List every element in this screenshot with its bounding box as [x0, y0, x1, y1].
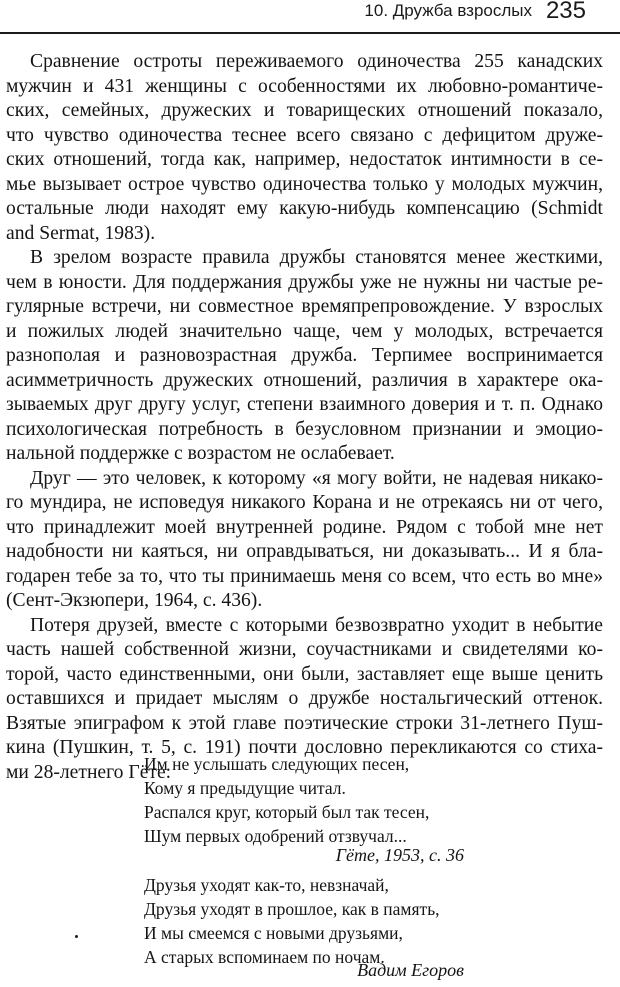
poem-line: Друзья уходят в прошлое, как в память, [144, 899, 440, 919]
text-line: Взятые эпиграфом к этой главе поэтические строки 31-летнего Пуш- [6, 712, 603, 734]
text-line: асимметричность дружеских отношений, различия в характере ока- [6, 369, 603, 391]
poem-line: Им не услышать следующих песен, [144, 754, 410, 774]
text-line: годарен тебе за то, что ты принимаешь меня со всем, что есть во мне» [6, 565, 603, 587]
header-rule [0, 32, 620, 34]
text-line: Сравнение остроты переживаемого одиночества 255 канадских [30, 51, 603, 72]
stray-mark [75, 935, 78, 938]
text-line: нальной поддержке с возрастом не ослабевает. [6, 443, 395, 464]
poem-attribution: Гёте, 1953, с. 36 [335, 845, 464, 865]
text-line: гулярные встречи, ни совместное времяпрепровождение. У взрослых [6, 296, 603, 317]
text-line: кина (Пушкин, т. 5, с. 191) почти дословно перекликаются со стиха- [6, 737, 603, 758]
poem-line: А старых вспоминаем по ночам. [144, 947, 385, 967]
text-line: психологическая потребность в безусловном признании и эмоцио- [6, 418, 603, 440]
text-line: оставшихся и придает мыслям о дружбе ностальгический оттенок. [6, 688, 603, 709]
poem-line: Шум первых одобрений отзвучал... [144, 826, 407, 846]
text-line: что принадлежит моей внутренней родине. Рядом с тобой мне нет [6, 516, 603, 538]
paragraph [6, 246, 603, 467]
poem-line: Друзья уходят как-то, невзначай, [144, 875, 389, 895]
poem-line: Распался круг, который был так тесен, [144, 802, 430, 822]
paragraph [6, 50, 603, 246]
text-line: ских отношений, тогда как, например, недостаток интимности в се- [6, 149, 603, 170]
text-line: разнополая и разновозрастная дружба. Терпимее воспринимается [6, 345, 603, 366]
text-line: ми 28-летнего Гёте: [6, 761, 172, 783]
text-line: (Сент-Экзюпери, 1964, с. 436). [6, 590, 263, 611]
text-line: часть нашей собственной жизни, соучастниками и свидетелями ко- [6, 639, 603, 660]
text-line: и пожилых людей значительно чаще, чем у молодых, встречается [6, 320, 603, 342]
text-line: ских, семейных, дружеских и товарищеских отношений показало, [6, 100, 603, 121]
poem-attribution: Вадим Егоров [357, 960, 464, 980]
poem-goethe [144, 752, 474, 848]
paragraph [6, 467, 603, 614]
text-line: мье вызывает острое чувство одиночества только у молодых мужчин, [6, 173, 603, 195]
poem-line: И мы смеемся с новыми друзьями, [144, 923, 403, 943]
body-text [6, 50, 603, 785]
text-line: зываемых друг другу услуг, степени взаимного доверия и т. п. Однако [6, 394, 603, 415]
poem-line: Кому я предыдущие читал. [144, 778, 346, 798]
text-line: что чувство одиночества теснее всего связано с дефицитом друже- [6, 124, 603, 146]
running-head: 10. Дружба взрослых [364, 1, 532, 20]
text-line: надобности ни каяться, ни оправдываться, ни доказывать... И я бла- [6, 541, 603, 562]
text-line: Друг — это человек, к которому «я могу войти, не надевая никако- [30, 467, 603, 489]
page-number: 235 [545, 0, 586, 24]
text-line: and Sermat, 1983). [6, 222, 156, 244]
text-line: Потеря друзей, вместе с которыми безвозвратно уходит в небытие [30, 614, 603, 636]
text-line: мужчин и 431 женщины с особенностями их любовно-романтиче- [6, 75, 603, 97]
text-line: остальные люди находят ему какую-нибудь компенсацию (Schmidt [6, 198, 603, 219]
text-line: В зрелом возрасте правила дружбы становятся менее жесткими, [30, 247, 603, 268]
text-line: го мундира, не исповедуя никакого Корана и не отрекаясь ни от чего, [6, 492, 603, 513]
text-line: чем в юности. Для поддержания дружбы уже не нужны ни частые ре- [6, 271, 603, 293]
poem-egorov [144, 873, 474, 969]
page-header [0, 0, 620, 40]
text-line: торой, часто единственными, они были, заставляет еще выше ценить [6, 663, 603, 685]
